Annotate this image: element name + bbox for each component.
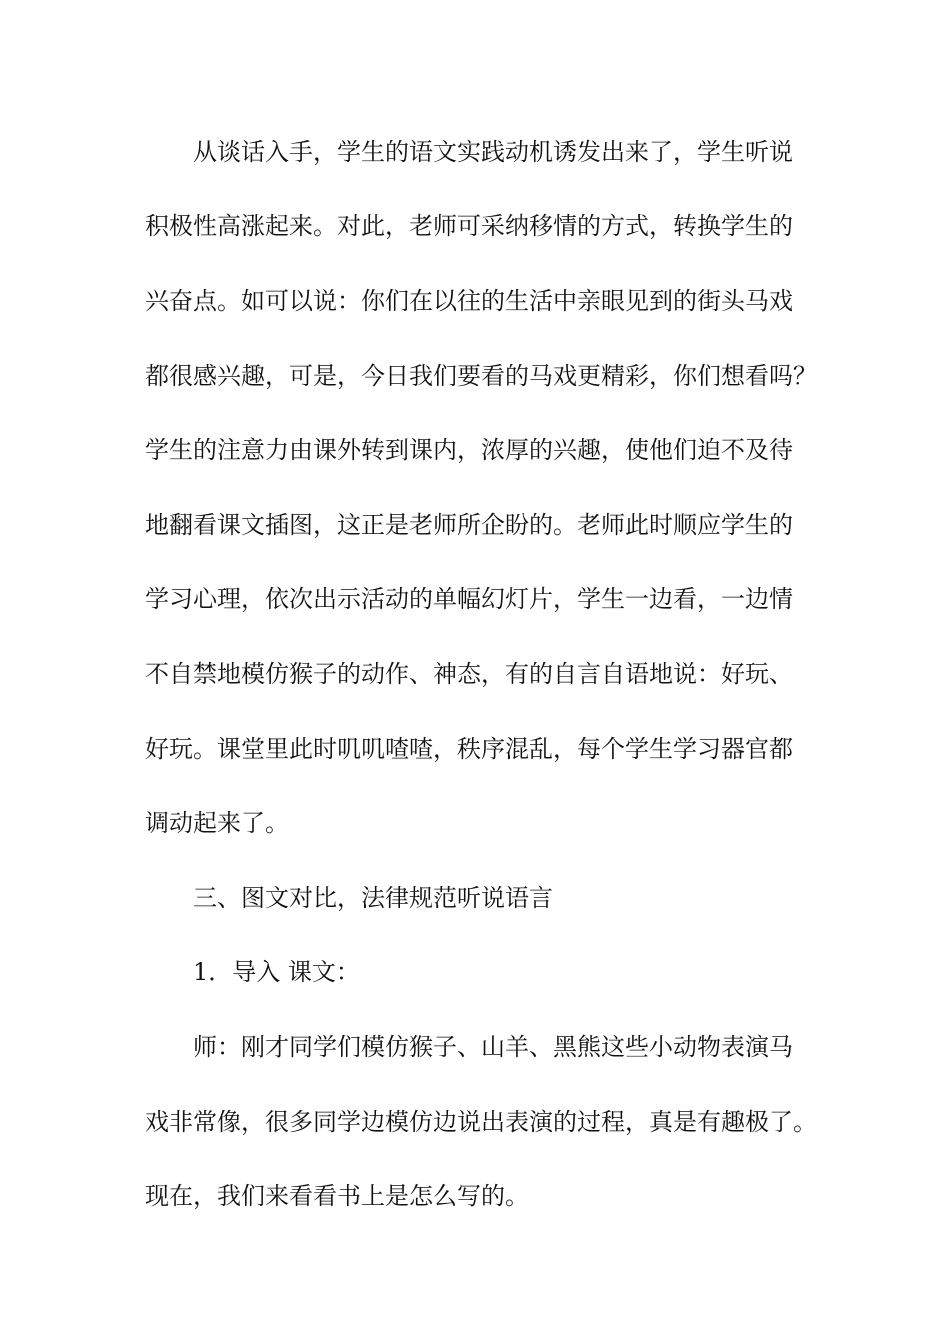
paragraph-line: 地翻看课文插图，这正是老师所企盼的。老师此时顺应学生的 [145,511,793,539]
paragraph-line: 调动起来了。 [145,809,289,837]
paragraph-line: 戏非常像，很多同学边模仿边说出表演的过程，真是有趣极了。 [145,1108,817,1136]
paragraph-line: 从谈话入手，学生的语文实践动机诱发出来了，学生听说 [193,138,793,166]
paragraph-line: 学生的注意力由课外转到课内，浓厚的兴趣，使他们迫不及待 [145,436,793,464]
paragraph-line: 兴奋点。如可以说：你们在以往的生活中亲眼见到的街头马戏 [145,287,793,315]
subsection-heading: 1．导入 课文： [193,958,360,986]
paragraph-line: 师：刚才同学们模仿猴子、山羊、黑熊这些小动物表演马 [193,1033,793,1061]
section-heading: 三、图文对比，法律规范听说语言 [193,884,553,912]
paragraph-line: 现在，我们来看看书上是怎么写的。 [145,1182,529,1210]
paragraph-line: 不自禁地模仿猴子的动作、神态，有的自言自语地说：好玩、 [145,660,793,688]
paragraph-line: 学习心理，依次出示活动的单幅幻灯片，学生一边看，一边情 [145,585,793,613]
paragraph-line: 都很感兴趣，可是，今日我们要看的马戏更精彩，你们想看吗？ [145,362,817,390]
paragraph-line: 好玩。课堂里此时叽叽喳喳，秩序混乱，每个学生学习器官都 [145,735,793,763]
paragraph-line: 积极性高涨起来。对此，老师可采纳移情的方式，转换学生的 [145,212,793,240]
